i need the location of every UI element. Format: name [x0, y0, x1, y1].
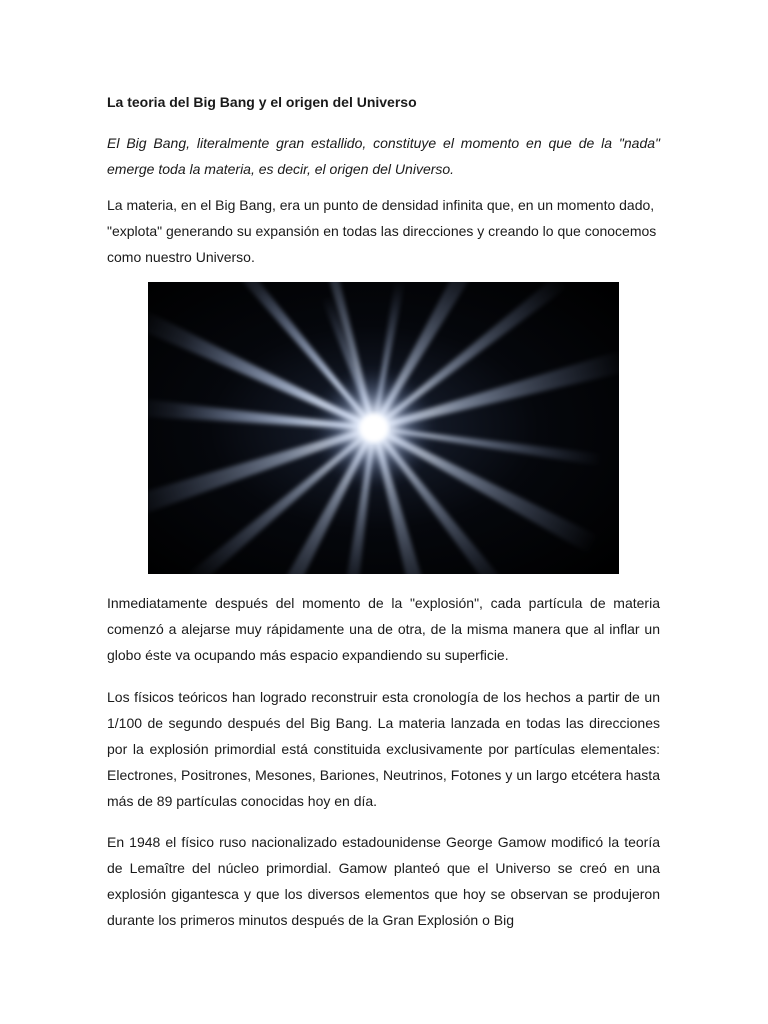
paragraph-2: Inmediatamente después del momento de la "explosión", cada partícula de materia comenzó a alejarse muy rápidamente una de otra, de la misma manera que al inflar un globo éste va ocupando más espacio expandiendo su superficie. [107, 595, 660, 663]
big-bang-image [148, 282, 619, 574]
paragraph-1: La materia, en el Big Bang, era un punto de densidad infinita que, en un momento dado, "explota" generando su expansión en todas las direcciones y creando lo que conocemos como nuestro Universo. [107, 197, 657, 265]
paragraph-3: Los físicos teóricos han logrado reconstruir esta cronología de los hechos a partir de un 1/100 de segundo después del Big Bang. La materia lanzada en todas las direcciones por la explosión primordial está constituida exclusivamente por partículas elementales: Electrones, Positrones, Mesones, Bariones, Neutrinos, Fotones y un largo etcétera hasta más de 89 partículas conocidas hoy en día. [107, 689, 660, 809]
starburst-illustration [148, 282, 619, 574]
paragraph-4: En 1948 el físico ruso nacionalizado estadounidense George Gamow modificó la teoría de Lemaître del núcleo primordial. Gamow planteó que el Universo se creó en una explosión gigantesca y que los diversos elementos que hoy se observan se produjeron durante los primeros minutos después de la Gran Explosión o Big [107, 834, 660, 928]
document-title: La teoria del Big Bang y el origen del Universo [107, 94, 417, 110]
intro-paragraph: El Big Bang, literalmente gran estallido, constituye el momento en que de la "nada" emerge toda la materia, es decir, el origen del Universo. [107, 135, 660, 177]
